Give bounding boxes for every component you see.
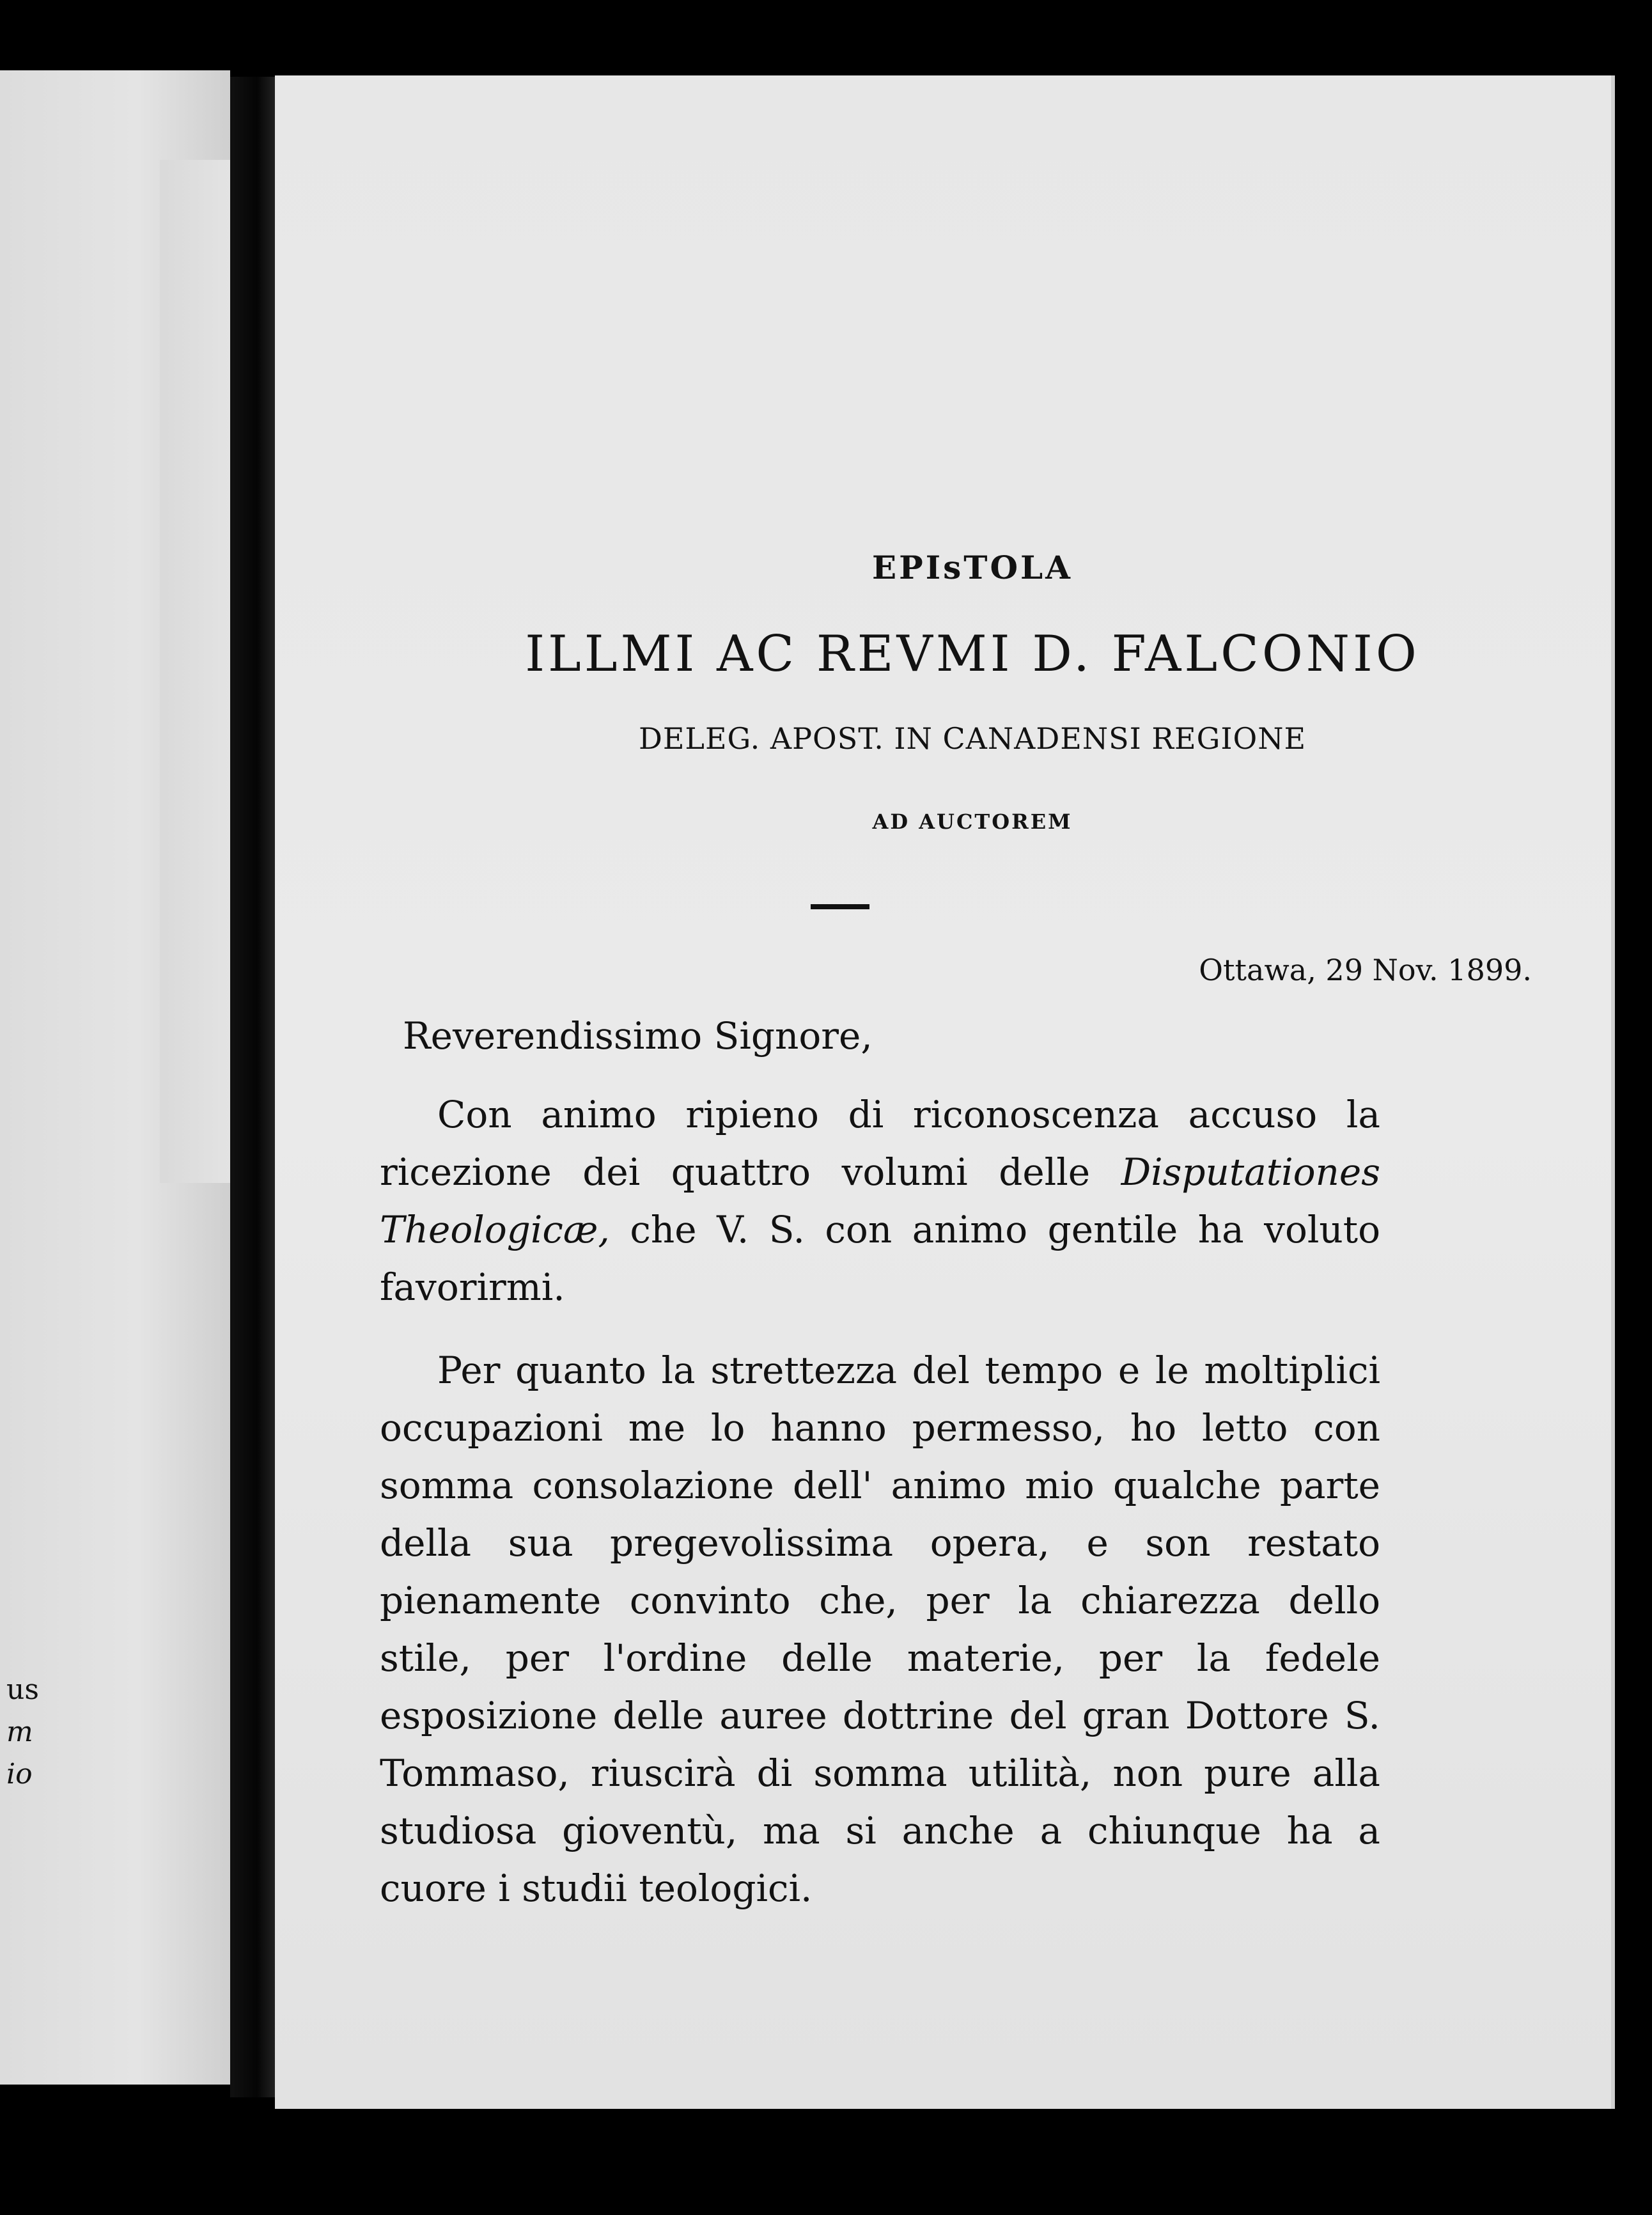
left-facing-page <box>0 70 230 2085</box>
heading-subtitle: DELEG. APOST. IN CANADENSI REGIONE <box>638 721 1307 756</box>
separator-rule <box>811 904 869 909</box>
book-gutter <box>230 77 275 2097</box>
dateline: Ottawa, 29 Nov. 1899. <box>1199 953 1532 987</box>
heading-epistola: EPIsTOLA <box>872 549 1073 586</box>
paragraph-2: Per quanto la strettezza del tempo e le moltiplici occupazioni me lo hanno permesso, ho letto con somma consolazione dell' animo mio qualche parte della sua pregevolissima opera, e son restato pienamente convinto che, per la chiarezza dello stile, per l'ordine delle materie, per la fedele esposizione delle auree dottrine del gran Dottore S. Tommaso, riuscirà di somma utilità, non pure alla studiosa gioventù, ma si anche a chiunque ha a cuore i studii teologici. <box>380 1349 1380 1910</box>
left-fragment: io <box>6 1758 33 1790</box>
heading-title: ILLMI AC REVMI D. FALCONIO <box>525 625 1420 683</box>
left-fragment: m <box>6 1716 33 1748</box>
left-page-edge <box>160 160 230 1183</box>
paragraph-1-end: che V. S. con animo gentile ha voluto favorirmi. <box>380 1208 1380 1309</box>
left-fragment: us <box>6 1673 39 1706</box>
letter-body <box>380 1086 1380 1943</box>
paragraph-1 <box>380 1086 1380 1316</box>
salutation: Reverendissimo Signore, <box>403 1014 873 1058</box>
page-content <box>275 75 1611 2109</box>
left-page-text-fragments <box>6 1669 45 1796</box>
right-page <box>275 75 1615 2109</box>
paragraph-1-start: Con animo ripieno di riconoscenza accuso la ricezione dei quattro volumi delle <box>380 1093 1380 1194</box>
heading-addressee: AD AUCTOREM <box>872 810 1073 834</box>
book-title: Disputationes Theologicæ, <box>380 1150 1380 1251</box>
